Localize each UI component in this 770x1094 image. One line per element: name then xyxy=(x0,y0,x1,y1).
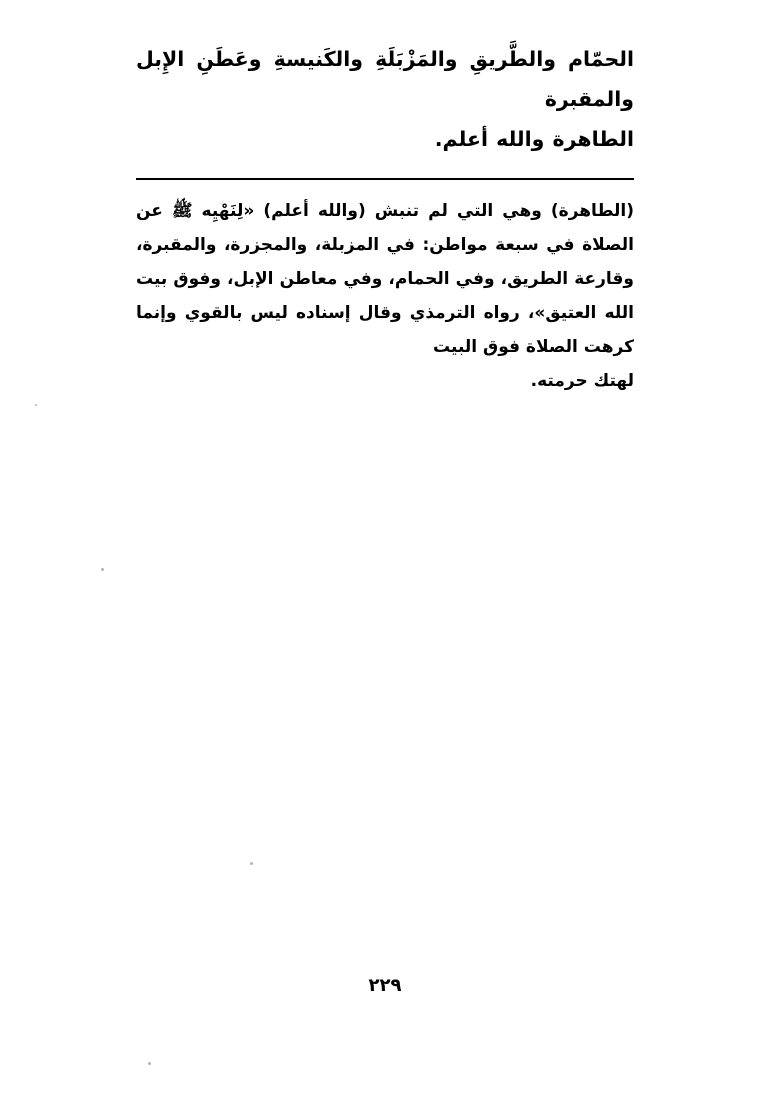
section-divider xyxy=(136,178,634,180)
footnote-tail: لهتك حرمته. xyxy=(530,370,634,391)
page-speck xyxy=(148,1062,151,1065)
main-text-line-2: الطاهرة والله أعلم. xyxy=(434,126,634,151)
main-text-line-1: الحمّام والطَّريقِ والمَزْبَلَةِ والكَنيسةِ وعَطَنِ الإِبل والمقبرة xyxy=(136,47,634,111)
page-number: ٢٢٩ xyxy=(368,975,402,996)
page-speck xyxy=(35,404,37,406)
main-text-block xyxy=(136,40,634,160)
page-content xyxy=(136,40,634,398)
page-speck xyxy=(101,568,104,571)
footnote-body: (الطاهرة) وهي التي لم تنبش (والله أعلم) «لِنَهْيِه ﷺ عن الصلاة في سبعة مواطن: في المزبلة، والمجزرة، والمقبرة، وقارعة الطريق، وفي الحمام، وفي معاطن الإبل، وفوق بيت الله العتيق»، رواه الترمذي وقال إسناده ليس بالقوي وإنما كرهت الصلاة فوق البيت xyxy=(136,200,634,357)
page-speck xyxy=(250,862,253,865)
footnote-block xyxy=(136,194,634,398)
